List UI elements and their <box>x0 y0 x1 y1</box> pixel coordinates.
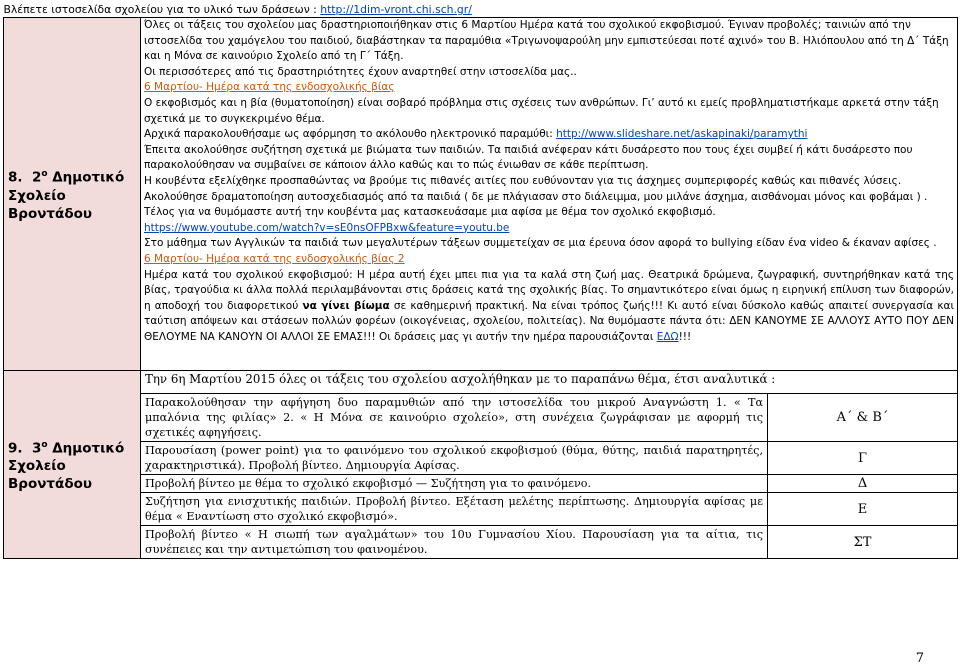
row-9-label-text: Δημοτικό Σχολείο Βροντάδου <box>8 440 125 493</box>
row-9-school-label <box>4 371 141 559</box>
slideshare-link[interactable]: http://www.slideshare.net/askapinaki/paramythi <box>556 128 808 141</box>
activity-description: Συζήτηση για ενισχυτικής παιδιών. Προβολή βίντεο. Εξέταση μελέτης περίπτωσης. Δημιουργία αφίσας με θέμα « Εναντίωση στο σχολικό εκφοβισμό». <box>141 493 768 526</box>
here-link[interactable]: ΕΔΩ <box>656 330 679 343</box>
row-8-content <box>141 18 958 371</box>
activities-table <box>3 3 958 559</box>
row-9-item <box>4 394 958 442</box>
row-8-paragraph: Αρχικά παρακολουθήσαμε ως αφόρμηση το ακόλουθο ηλεκτρονικό παραμύθι: <box>144 128 557 141</box>
grade-label: Ε <box>768 493 958 526</box>
row-8-paragraph: Ημέρα κατά του σχολικού εκφοβισμού: Η μέρα αυτή έχει μπει πια για τα καλά στη ζωή μας. Θεατρικά δρώμενα, ζωγραφική, συντηρήθηκαν κατά της βίας, τραγούδια κι άλλα πολλά περιλαμβάνονται στις δράσεις κατά της σχολικής βίας. Το σημαντικότερο είναι όμως η ειρηνική επίλυση των διαφορών, η αποδοχή του διαφορετικού <box>144 268 955 312</box>
top-note-row <box>4 3 958 18</box>
row-8 <box>4 18 958 371</box>
row-8-paragraph: Στο μάθημα των Αγγλικών τα παιδιά των μεγαλυτέρων τάξεων συμμετείχαν σε μια έρευνα όσον αφορά το bullying είδαν ένα video & έκαναν αφίσες . <box>144 237 937 250</box>
blog-post-link-2[interactable]: 6 Μαρτίου- Ημέρα κατά της ενδοσχολικής βίας 2 <box>144 252 405 265</box>
top-note-text: Βλέπετε ιστοσελίδα σχολείου για το υλικό των δράσεων : <box>3 3 321 16</box>
school-website-link[interactable]: http://1dim-vront.chi.sch.gr/ <box>320 3 472 16</box>
row-8-paragraph-end: !!! <box>678 330 692 343</box>
row-9-intro-text: Την 6η Μαρτίου 2015 όλες οι τάξεις του σχολείου ασχολήθηκαν με το παραπάνω θέμα, έτσι αναλυτικά : <box>141 371 958 394</box>
blog-post-link[interactable]: 6 Μαρτίου- Ημέρα κατά της ενδοσχολικής βίας <box>144 81 395 94</box>
top-note <box>4 3 958 18</box>
row-9-intro <box>4 371 958 394</box>
activity-description: Προβολή βίντεο « Η σιωπή των αγαλμάτων» του 10υ Γυμνασίου Χίου. Παρουσίαση για τα αίτια, τις συνέπειες και την αντιμετώπιση του φαινομένου. <box>141 526 768 559</box>
activity-description: Παρακολούθησαν την αφήγηση δυο παραμυθιών από την ιστοσελίδα του μικρού Αναγνώστη 1. « Τα μπαλόνια της φιλίας» 2. « Η Μόνα σε καινούριο σχολείο», στη συνέχεια ζωγράφισαν με αφορμή τις σχετικές αφηγήσεις. <box>141 394 768 442</box>
page-number: 7 <box>915 651 924 666</box>
activity-description: Προβολή βίντεο με θέμα το σχολικό εκφοβισμό — Συζήτηση για το φαινόμενο. <box>141 475 768 493</box>
row-8-number: 8. <box>8 169 23 186</box>
row-8-paragraph: Όλες οι τάξεις του σχολείου μας δραστηριοποιήθηκαν στις 6 Μαρτίου Ημέρα κατά του σχολικού εκφοβισμού. Έγιναν προβολές; ταινιών από την ιστοσελίδα του χαμόγελου του παιδιού, διαβάστηκαν τα παραμύθια «Τριγωνοψαρούλη μην εμπιστεύεσαι ποτέ αχινό» του Β. Ηλιόπουλου από τη Δ΄ Τάξη και η Μόνα σε καινούριο Σχολείο από τη Γ΄ Τάξη. <box>144 19 949 63</box>
row-8-sup: ο <box>41 169 48 180</box>
row-8-school-label <box>4 18 141 371</box>
row-9-item <box>4 526 958 559</box>
row-9-number: 9. <box>8 440 23 457</box>
grade-label: ΣΤ <box>768 526 958 559</box>
row-9-item <box>4 442 958 475</box>
row-8-paragraph: Τέλος για να θυμόμαστε αυτή την κουβέντα μας κατασκευάσαμε μια αφίσα με θέμα τον σχολικό εκφοβισμό. <box>144 206 716 219</box>
bold-emphasis: να γίνει βίωμα <box>302 299 390 312</box>
row-8-paragraph: σε καθημερινή πρακτική. Να είναι τρόπος ζωής!!! Κι αυτό είναι δύσκολο καθώς απαιτεί συνεργασία και ταύτιση απόψεων και στάσεων πολλών φορέων (οικογένειας, σχολείου, πολιτείας). Να θυμόμαστε πάντα ότι: ΔΕΝ ΚΑΝΟΥΜΕ ΣΕ ΑΛΛΟΥΣ ΑΥΤΟ ΠΟΥ ΔΕΝ ΘΕΛΟΥΜΕ ΝΑ ΚΑΝΟΥΝ ΟΙ ΑΛΛΟΙ ΣΕ ΕΜΑΣ!!! Οι δράσεις μας γι αυτήν την ημέρα παρουσιάζονται <box>144 299 955 343</box>
row-8-paragraph: Ο εκφοβισμός και η βία (θυματοποίηση) είναι σοβαρό πρόβλημα στις σχέσεις των ανθρώπων. Γι’ αυτό κι εμείς προβληματιστήκαμε αρκετά στην τάξη σχετικά με το συγκεκριμένο θέμα. <box>144 96 939 125</box>
row-8-paragraph: Οι περισσότερες από τις δραστηριότητες έχουν αναρτηθεί στην ιστοσελίδα μας.. <box>144 65 577 78</box>
row-8-paragraph: Η κουβέντα εξελίχθηκε προσπαθώντας να βρούμε τις πιθανές αιτίες που ευθύνονταν για τις άσχημες συμπεριφορές καθώς και πιθανές λύσεις. <box>144 174 902 187</box>
row-9-item <box>4 475 958 493</box>
activity-description: Παρουσίαση (power point) για το φαινόμενο του σχολικού εκφοβισμού (θύμα, θύτης, παιδιά παρατηρητές, χαρακτηριστικά). Προβολή βίντεο. Δημιουργία Αφίσας. <box>141 442 768 475</box>
grade-label: Γ <box>768 442 958 475</box>
row-8-paragraph: Έπειτα ακολούθησε συζήτηση σχετικά με βιώματα των παιδιών. Τα παιδιά ανέφεραν κάτι δυσάρεστο που τους έχει συμβεί ή κάτι δυσάρεστο που παρακολούθησαν να συμβαίνει σε κάποιον άλλο καθώς και το πώς ένιωθαν σε κάθε περίπτωση. <box>144 143 913 172</box>
grade-label: Δ <box>768 475 958 493</box>
grade-label: Α΄ & Β΄ <box>768 394 958 442</box>
row-9-sup: ο <box>41 439 48 450</box>
row-8-paragraph: Ακολούθησε δραματοποίηση αυτοσχεδιασμός από τα παιδιά ( δε με πλάγιασαν στο διάλειμμα, μου μιλάνε άσχημα, αισθάνομαι μόνος και φοβάμαι ) . <box>144 190 928 203</box>
youtube-link[interactable]: https://www.youtube.com/watch?v=sE0nsOFPBxw&feature=youtu.be <box>144 221 510 234</box>
row-9-item <box>4 493 958 526</box>
row-9-label-number: 3 <box>31 440 42 457</box>
row-8-label-text: Δημοτικό Σχολείο Βροντάδου <box>8 169 125 222</box>
row-8-label-number: 2 <box>31 169 42 186</box>
